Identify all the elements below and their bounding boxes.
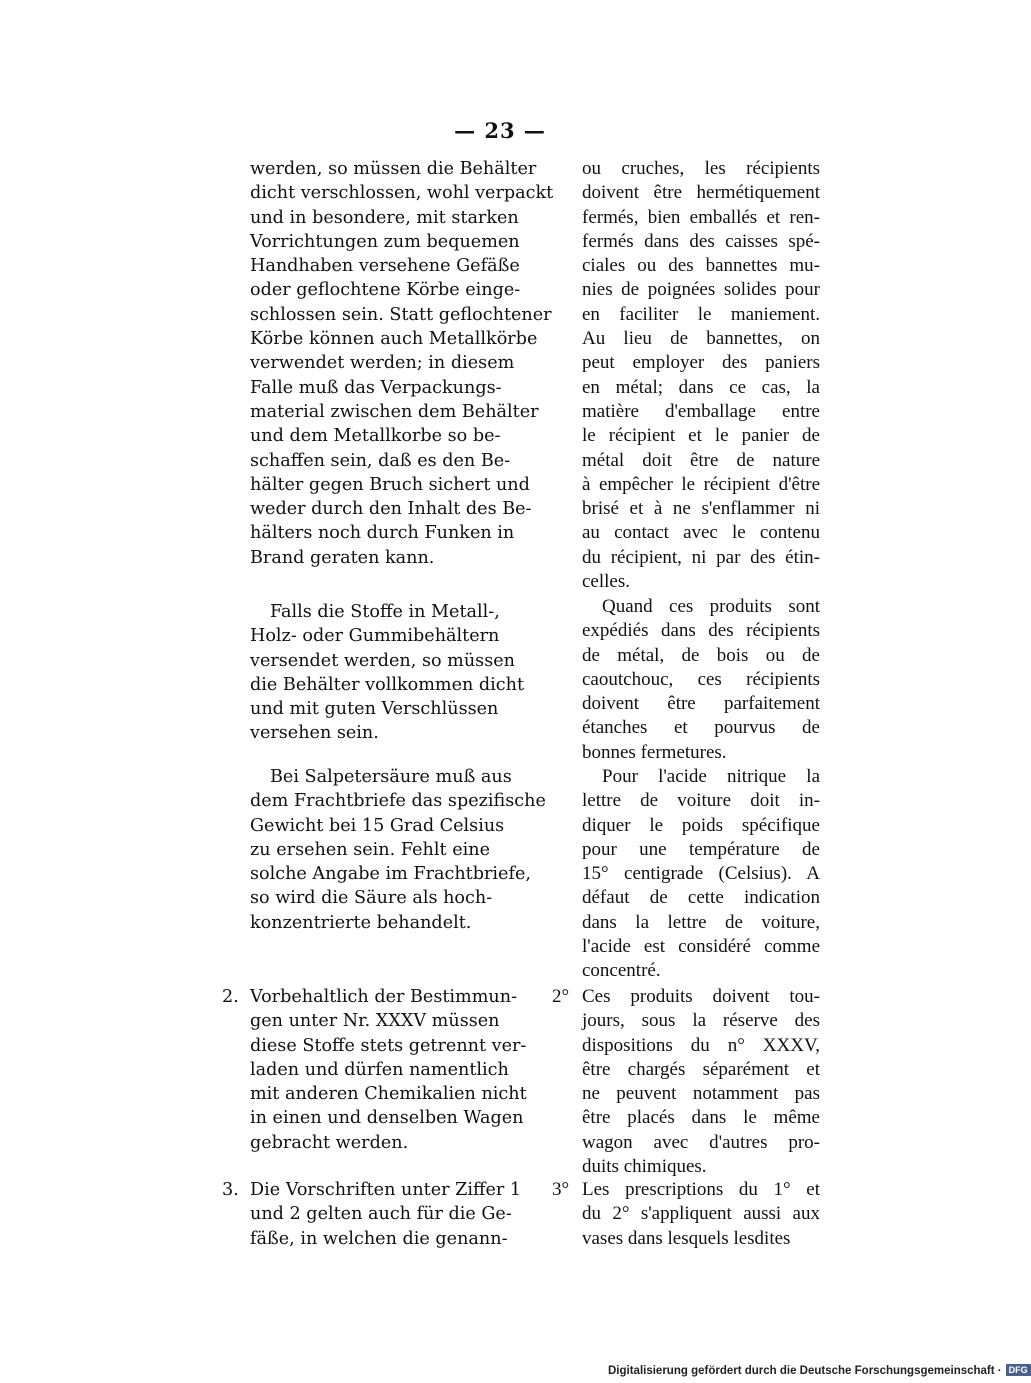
text-line: du 2° s'appliquent aussi aux — [582, 1203, 820, 1225]
text-line: gen unter Nr. XXXV müssen — [250, 1011, 500, 1032]
german-item-3-number: 3. — [222, 1180, 239, 1200]
text-line: konzentrierte behandelt. — [250, 912, 472, 933]
text-line: in einen und denselben Wagen — [250, 1108, 524, 1129]
text-line: laden und dürfen namentlich — [250, 1059, 509, 1080]
text-line: dem Frachtbriefe das spezifische — [250, 791, 546, 812]
text-line: verwendet werden; in diesem — [250, 353, 515, 374]
text-line: mit anderen Chemikalien nicht — [250, 1084, 527, 1105]
text-line: versehen sein. — [250, 723, 379, 744]
text-line: ciales ou des bannettes mu- — [582, 255, 820, 277]
text-line: matière d'emballage entre — [582, 400, 820, 422]
text-line: doivent être hermétiquement — [582, 182, 820, 204]
text-line: doivent être parfaitement — [582, 693, 820, 715]
text-line: weder durch den Inhalt des Be- — [250, 499, 532, 520]
text-line: dispositions du n° XXXV, — [582, 1034, 820, 1056]
text-line: Brand geraten kann. — [250, 547, 435, 568]
text-line: hälter gegen Bruch sichert und — [250, 474, 530, 495]
text-line: die Behälter vollkommen dicht — [250, 674, 525, 695]
french-item-2-number: 2° — [552, 986, 570, 1007]
text-line: schaffen sein, daß es den Be- — [250, 450, 511, 471]
text-line: dicht verschlossen, wohl verpackt — [250, 183, 554, 204]
text-line: du récipient, ni par des étin- — [582, 546, 820, 568]
text-line: de métal, de bois ou de — [582, 644, 820, 666]
text-line: so wird die Säure als hoch- — [250, 888, 493, 909]
text-line: ne peuvent notamment pas — [582, 1083, 820, 1105]
french-paragraph-3 — [582, 765, 820, 984]
german-paragraph-3 — [250, 765, 546, 935]
german-item-2 — [250, 985, 527, 1155]
text-line: Les prescriptions du 1° et — [582, 1179, 820, 1200]
french-item-2 — [582, 985, 820, 1179]
text-line: schlossen sein. Statt geflochtener — [250, 304, 552, 325]
text-line: Falls die Stoffe in Metall-, — [270, 602, 500, 622]
text-line: Handhaben versehene Gefäße — [250, 256, 520, 277]
text-line: étanches et pourvus de — [582, 717, 820, 739]
text-line: défaut de cette indication — [582, 887, 820, 909]
text-line: duits chimiques. — [582, 1156, 707, 1178]
text-line: pour une température de — [582, 838, 820, 860]
text-line: jours, sous la réserve des — [582, 1010, 820, 1032]
footer-text: Digitalisierung gefördert durch die Deutsche Forschungsgemeinschaft · — [608, 1365, 1002, 1377]
french-paragraph-2 — [582, 595, 820, 765]
text-line: Quand ces produits sont — [602, 596, 820, 617]
text-line: fermés dans des caisses spé- — [582, 230, 820, 252]
french-item-3 — [582, 1178, 820, 1251]
german-item-3 — [250, 1178, 522, 1251]
text-line: Au lieu de bannettes, on — [582, 328, 820, 350]
text-line: hälters noch durch Funken in — [250, 523, 515, 544]
text-line: oder geflochtene Körbe einge- — [250, 280, 521, 301]
text-line: und in besondere, mit starken — [250, 207, 519, 228]
text-line: bonnes fermetures. — [582, 741, 727, 763]
text-line: Gewicht bei 15 Grad Celsius — [250, 815, 505, 836]
text-line: Vorrichtungen zum bequemen — [250, 231, 520, 252]
text-line: le récipient et le panier de — [582, 425, 820, 447]
text-line: être chargés séparément et — [582, 1058, 820, 1080]
text-line: caoutchouc, ces récipients — [582, 668, 820, 690]
text-line: Ces produits doivent tou- — [582, 986, 820, 1007]
text-line: à empêcher le récipient d'être — [582, 473, 820, 495]
text-line: und mit guten Verschlüssen — [250, 699, 499, 720]
text-line: diquer le poids spécifique — [582, 814, 820, 836]
text-line: concentré. — [582, 960, 661, 982]
german-paragraph-1 — [250, 157, 554, 570]
text-line: Holz- oder Gummibehältern — [250, 626, 500, 647]
text-line: und 2 gelten auch für die Ge- — [250, 1204, 512, 1225]
text-line: 15° centigrade (Celsius). A — [582, 863, 820, 885]
text-line: être placés dans le même — [582, 1107, 820, 1129]
text-line: Vorbehaltlich der Bestimmun- — [250, 987, 518, 1007]
text-line: Bei Salpetersäure muß aus — [270, 767, 512, 787]
text-line: Pour l'acide nitrique la — [602, 766, 820, 787]
text-line: peut employer des paniers — [582, 352, 820, 374]
text-line: versendet werden, so müssen — [250, 650, 515, 671]
text-line: au contact avec le contenu — [582, 522, 820, 544]
text-line: en métal; dans ce cas, la — [582, 376, 820, 398]
text-line: fäße, in welchen die genann- — [250, 1228, 508, 1249]
text-line: fermés, bien emballés et ren- — [582, 206, 820, 228]
german-item-2-number: 2. — [222, 987, 239, 1007]
french-paragraph-1 — [582, 157, 820, 594]
text-line: brisé et à ne s'enflammer ni — [582, 498, 820, 520]
text-line: expédiés dans des récipients — [582, 620, 820, 642]
text-line: Die Vorschriften unter Ziffer 1 — [250, 1180, 522, 1200]
text-line: solche Angabe im Frachtbriefe, — [250, 864, 531, 885]
text-line: l'acide est considéré comme — [582, 936, 820, 958]
text-line: vases dans lesquels lesdites — [582, 1227, 791, 1249]
text-line: material zwischen dem Behälter — [250, 401, 539, 422]
text-line: Falle muß das Verpackungs- — [250, 377, 502, 398]
text-line: Körbe können auch Metallkörbe — [250, 329, 538, 350]
text-line: en faciliter le maniement. — [582, 303, 820, 325]
german-paragraph-2 — [250, 600, 525, 746]
text-line: dans la lettre de voiture, — [582, 911, 820, 933]
text-line: lettre de voiture doit in- — [582, 790, 820, 812]
text-line: nies de poignées solides pour — [582, 279, 820, 301]
text-line: zu ersehen sein. Fehlt eine — [250, 839, 490, 860]
text-line: métal doit être de nature — [582, 449, 820, 471]
text-line: diese Stoffe stets getrennt ver- — [250, 1035, 527, 1056]
text-line: werden, so müssen die Behälter — [250, 159, 537, 179]
text-line: gebracht werden. — [250, 1132, 409, 1153]
page-number: — 23 — — [454, 118, 546, 143]
text-line: wagon avec d'autres pro- — [582, 1131, 820, 1153]
dfg-logo: DFG — [1006, 1364, 1031, 1376]
digitization-footer — [608, 1364, 1028, 1377]
text-line: und dem Metallkorbe so be- — [250, 426, 501, 447]
text-line: celles. — [582, 571, 631, 593]
text-line: ou cruches, les récipients — [582, 158, 820, 179]
french-item-3-number: 3° — [552, 1179, 570, 1200]
